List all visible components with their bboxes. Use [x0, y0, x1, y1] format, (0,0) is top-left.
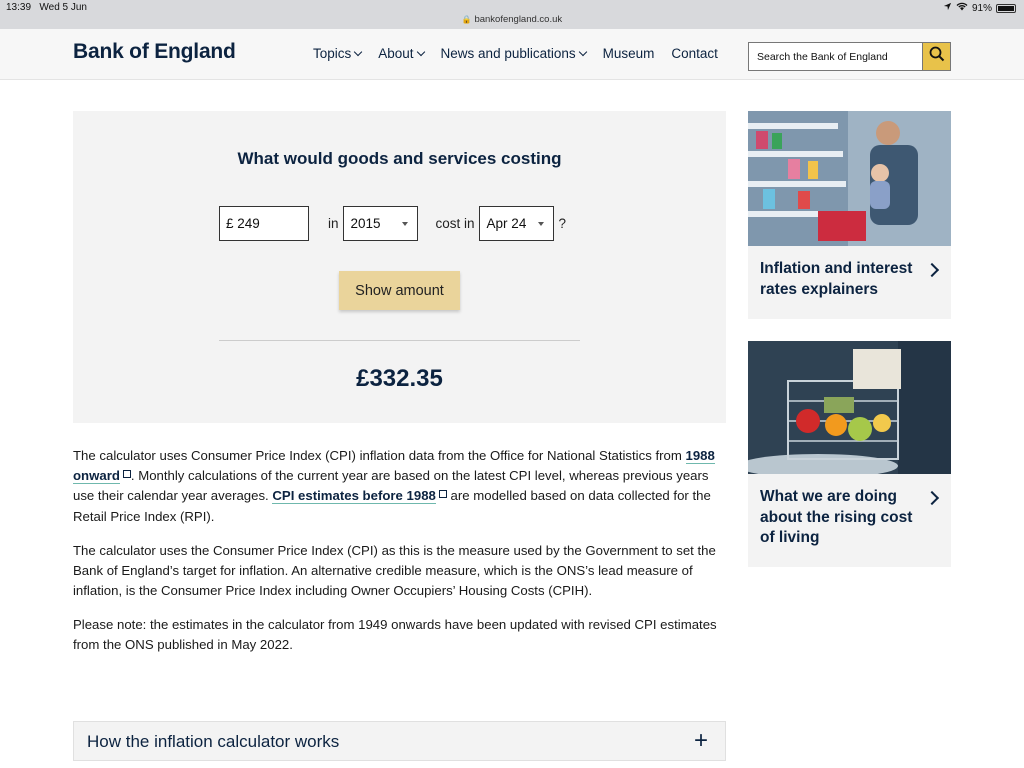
- nav-museum[interactable]: Museum: [602, 46, 655, 61]
- how-calculator-works-accordion[interactable]: [73, 721, 726, 761]
- nav-news-and-publications[interactable]: News and publications: [441, 46, 586, 61]
- external-link-icon: [123, 470, 131, 478]
- address-bar[interactable]: [0, 14, 1024, 25]
- site-search: [748, 42, 951, 71]
- cost-of-living-card[interactable]: [748, 341, 951, 567]
- address-url: bankofengland.co.uk: [474, 14, 563, 25]
- link-cpi-estimates-before-1988[interactable]: CPI estimates before 1988: [272, 488, 436, 504]
- note-paragraph: Please note: the estimates in the calculator from 1949 onwards have been updated with revised CPI estimates from the ONS published in May 2022.: [73, 617, 717, 653]
- question-mark: ?: [558, 216, 567, 231]
- calculator-inputs: [219, 206, 566, 241]
- main-nav: [313, 46, 735, 61]
- external-link-icon: [439, 490, 447, 498]
- site-header: [0, 29, 1024, 80]
- nav-about[interactable]: About: [378, 46, 423, 61]
- location-icon: [943, 2, 952, 14]
- shopping-basket-photo: [748, 341, 951, 479]
- in-label: in: [328, 216, 339, 231]
- battery-icon: [996, 4, 1016, 13]
- battery-percent: 91%: [971, 2, 992, 14]
- chevron-right-icon: [925, 263, 939, 277]
- dropdown-arrow-icon: [538, 222, 544, 226]
- inflation-explainers-card[interactable]: [748, 111, 951, 319]
- status-time-date: 13:39 Wed 5 Jun: [6, 2, 87, 13]
- year-select[interactable]: 2015: [343, 206, 418, 241]
- shopper-with-baby-photo: [748, 111, 951, 251]
- card-title: What we are doing about the rising cost of living: [760, 488, 913, 546]
- bank-of-england-logo[interactable]: Bank of England: [73, 40, 236, 63]
- amount-input[interactable]: £ 249: [219, 206, 309, 241]
- show-amount-button[interactable]: Show amount: [339, 271, 460, 310]
- chevron-down-icon: [578, 48, 586, 56]
- nav-contact[interactable]: Contact: [671, 46, 718, 61]
- calculator-heading: What would goods and services costing: [237, 149, 562, 168]
- divider: [219, 340, 580, 341]
- cpi-measure-paragraph: The calculator uses the Consumer Price Index (CPI) as this is the measure used by the Government to set the Bank of England’s target for inflation. An alternative credible measure, which is the ONS’s lead measure of inflation, is the Consumer Price Index including Owner Occupiers’ Housing Costs (CPIH).: [73, 543, 716, 599]
- lock-icon: 🔒: [461, 15, 472, 24]
- plus-icon: +: [693, 727, 708, 754]
- link-1988-onward[interactable]: 1988 onward: [73, 448, 715, 484]
- wifi-icon: [956, 2, 968, 14]
- chevron-down-icon: [416, 48, 424, 56]
- search-icon: [929, 46, 945, 67]
- accordion-title: How the inflation calculator works: [87, 732, 340, 751]
- chevron-right-icon: [925, 491, 939, 505]
- search-input[interactable]: [749, 43, 922, 70]
- card-title: Inflation and interest rates explainers: [760, 260, 913, 298]
- status-bar: [0, 0, 1024, 29]
- calculated-amount: £332.35: [356, 365, 443, 392]
- cost-in-label: cost in: [435, 216, 475, 231]
- search-button[interactable]: [922, 43, 950, 70]
- inflation-calculator: [73, 111, 726, 423]
- cpi-data-paragraph: The calculator uses Consumer Price Index (CPI) inflation data from the Office for National Statistics from 1988 onward . Monthly calculations of the current year are based on the latest CPI level, whereas previous years use their calendar year averages. CPI estimates before 1988 are modelled based on data collected for the Retail Price Index (RPI).: [73, 448, 715, 524]
- month-select[interactable]: Apr 24: [479, 206, 554, 241]
- chevron-down-icon: [354, 48, 362, 56]
- dropdown-arrow-icon: [402, 222, 408, 226]
- nav-topics[interactable]: Topics: [313, 46, 361, 61]
